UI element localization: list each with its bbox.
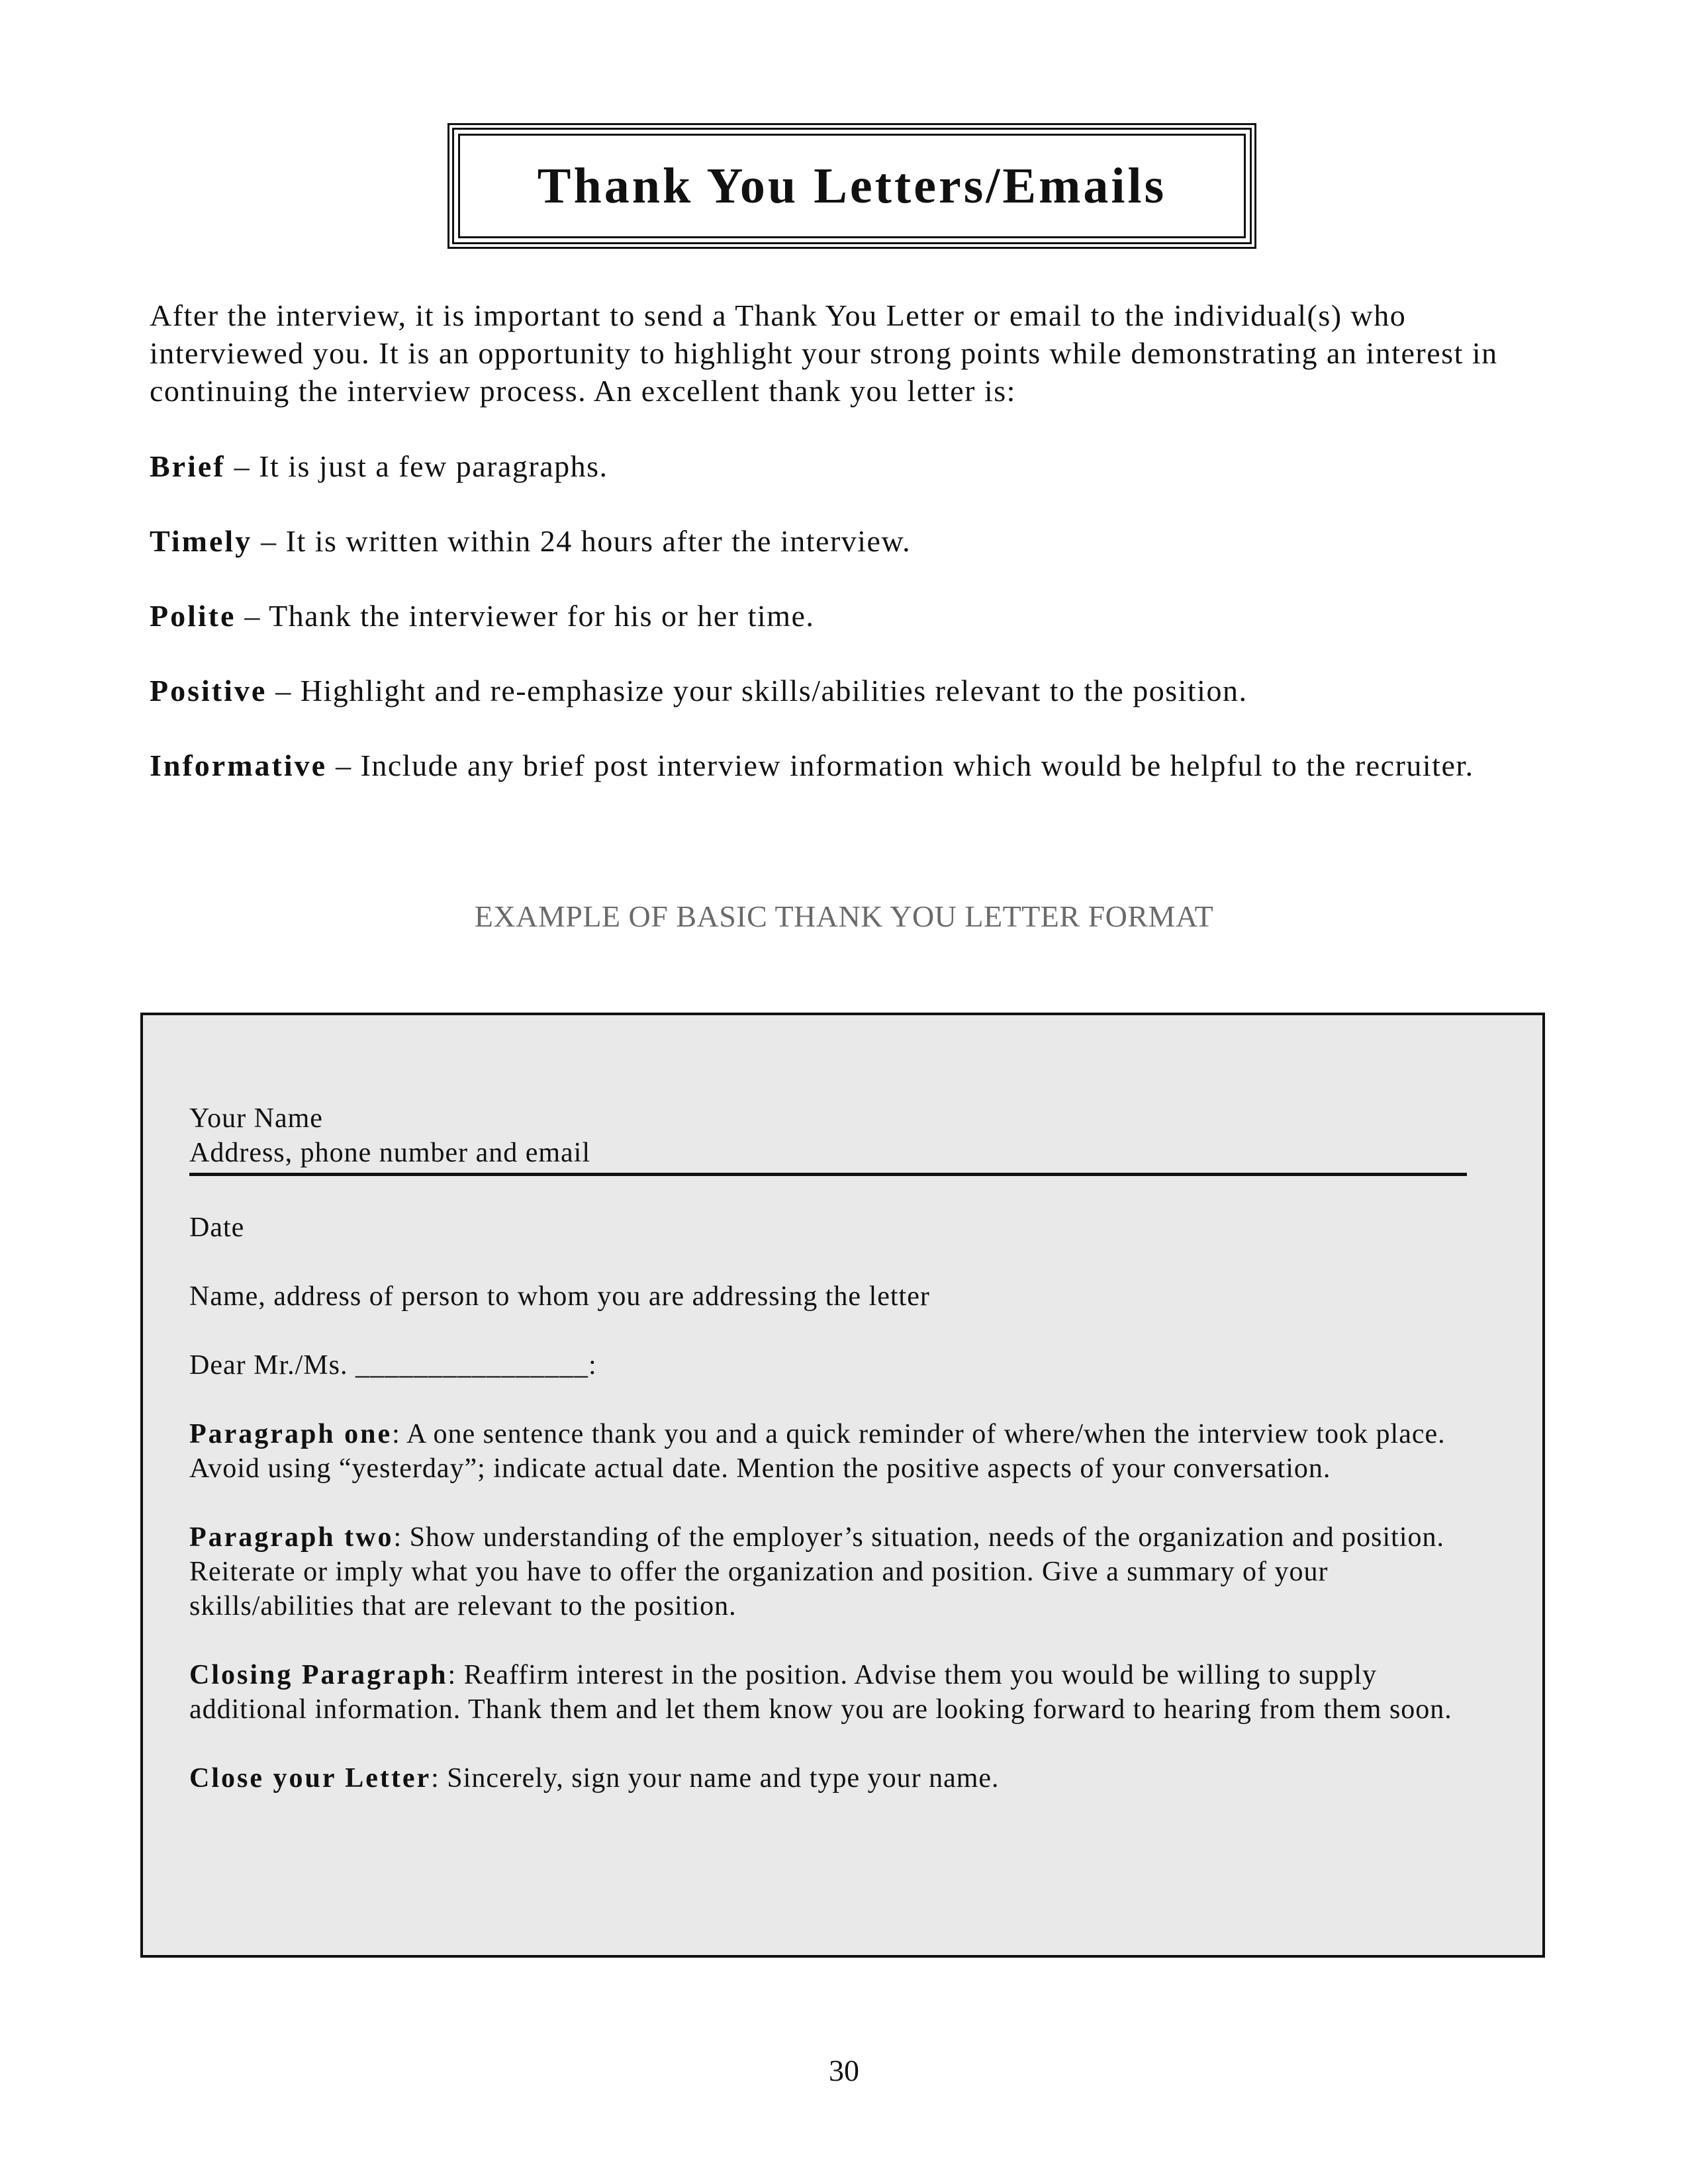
- criteria-description: – It is just a few paragraphs.: [225, 449, 608, 483]
- paragraph-label: Paragraph two: [189, 1522, 394, 1553]
- criteria-term: Polite: [150, 599, 236, 633]
- paragraph-label: Close your Letter: [189, 1763, 432, 1794]
- paragraph-label: Closing Paragraph: [189, 1660, 448, 1690]
- page-number: 30: [829, 2054, 859, 2087]
- paragraph-text: : A one sentence thank you and a quick reminder of where/when the interview took place. Avoid using “yesterday”; indicate actual date. Mention the positive aspects of your conversation.: [189, 1419, 1446, 1484]
- recipient-line: Name, address of person to whom you are addressing the letter: [189, 1281, 930, 1312]
- paragraph-text: : Show understanding of the employer’s situation, needs of the organization and position. Reiterate or imply what you have to offer the organization and position. Give a summary of your skills/abilities that are relevant to the position.: [189, 1522, 1445, 1621]
- criteria-description: – Include any brief post interview information which would be helpful to the recruiter.: [327, 749, 1474, 782]
- criteria-item-informative: [150, 747, 1553, 784]
- criteria-item-polite: [150, 597, 1553, 635]
- criteria-description: – Thank the interviewer for his or her time.: [236, 599, 815, 633]
- your-name-line: Your Name: [189, 1103, 323, 1134]
- paragraph-text: : Sincerely, sign your name and type your name.: [431, 1763, 1000, 1794]
- date-line: Date: [189, 1212, 245, 1243]
- criteria-item-timely: [150, 522, 1553, 560]
- criteria-description: – Highlight and re-emphasize your skills/abilities relevant to the position.: [267, 674, 1248, 707]
- sender-block: [189, 1101, 1467, 1176]
- criteria-term: Positive: [150, 674, 267, 707]
- sample-letter-content: [189, 1101, 1467, 1796]
- contact-line: Address, phone number and email: [189, 1138, 591, 1168]
- criteria-item-positive: [150, 672, 1553, 709]
- close-your-letter: [189, 1761, 1467, 1796]
- criteria-term: Timely: [150, 524, 253, 558]
- criteria-term: Informative: [150, 749, 328, 782]
- criteria-list: [150, 447, 1553, 821]
- criteria-description: – It is written within 24 hours after the interview.: [252, 524, 912, 558]
- paragraph-one: [189, 1417, 1467, 1486]
- example-heading: EXAMPLE OF BASIC THANK YOU LETTER FORMAT: [474, 899, 1214, 933]
- paragraph-label: Paragraph one: [189, 1419, 393, 1449]
- title-frame: [447, 123, 1256, 249]
- intro-paragraph: After the interview, it is important to send a Thank You Letter or email to the individual(s) who interviewed you. It is an opportunity to highlight your strong points while demonstrating an interest in continuing the interview process. An excellent thank you letter is:: [150, 298, 1498, 408]
- salutation-line: Dear Mr./Ms. ________________:: [189, 1350, 597, 1381]
- paragraph-text: : Reaffirm interest in the position. Advise them you would be willing to supply additional information. Thank them and let them know you are looking forward to hearing from them soon.: [189, 1660, 1452, 1725]
- title-inner-border: [458, 134, 1246, 238]
- criteria-term: Brief: [150, 449, 226, 483]
- criteria-item-brief: [150, 447, 1553, 485]
- closing-paragraph: [189, 1658, 1467, 1727]
- sample-letter-box: [140, 1013, 1545, 1958]
- paragraph-two: [189, 1520, 1467, 1623]
- page-title: Thank You Letters/Emails: [537, 158, 1167, 214]
